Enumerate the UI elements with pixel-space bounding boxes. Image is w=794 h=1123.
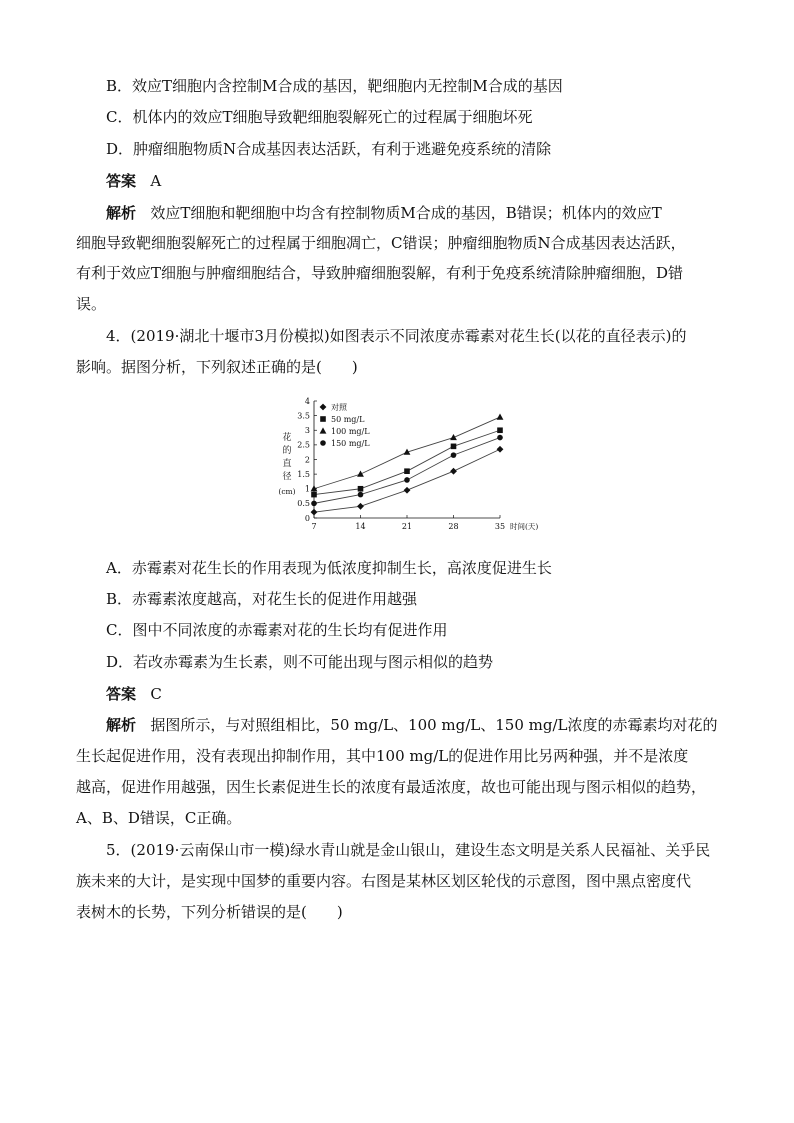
explain-label: 解析: [106, 204, 137, 222]
y-tick-label: 2.5: [297, 440, 310, 450]
q3-explanation-line-4: 误。: [76, 295, 107, 313]
q3-explanation-line-2: 细胞导致靶细胞裂解死亡的过程属于细胞凋亡，C错误；肿瘤细胞物质N合成基因表达活跃，: [76, 234, 686, 252]
y-tick-label: 2: [304, 455, 310, 465]
q5-stem-line-1: 5．(2019·云南保山市一模)绿水青山就是金山银山，建设生态文明是关系人民福祉、关乎民: [106, 841, 711, 859]
y-tick-label: 3: [304, 426, 310, 436]
legend-marker: [320, 427, 327, 433]
legend-marker: [320, 404, 327, 411]
data-point: [450, 434, 457, 440]
q3-option-b: B．效应T细胞内含控制M合成的基因，靶细胞内无控制M合成的基因: [106, 77, 563, 95]
q4-stem-line-2: 影响。据图分析，下列叙述正确的是( ): [76, 358, 358, 376]
answer-label: 答案: [106, 685, 137, 703]
q5-stem-line-3: 表树木的长势，下列分析错误的是( ): [76, 903, 343, 921]
q3-option-c: C．机体内的效应T细胞导致靶细胞裂解死亡的过程属于细胞坏死: [106, 108, 533, 126]
legend-label: 100 mg/L: [331, 427, 370, 436]
legend-label: 150 mg/L: [331, 439, 370, 448]
data-point: [451, 444, 457, 450]
y-axis-label-char: 径: [282, 472, 292, 482]
answer-value: A: [150, 172, 162, 190]
legend-marker: [320, 416, 326, 422]
x-tick-label: 35: [494, 522, 506, 531]
q4-explanation-line-2: 生长起促进作用，没有表现出抑制作用，其中100 mg/L的促进作用比另两种强，并不是浓度: [76, 747, 689, 765]
q4-option-d: D．若改赤霉素为生长素，则不可能出现与图示相似的趋势: [106, 653, 494, 671]
answer-label: 答案: [106, 172, 137, 190]
y-tick-label: 1.5: [297, 469, 310, 479]
data-point: [450, 468, 457, 475]
data-point: [357, 471, 364, 477]
data-point: [497, 427, 503, 433]
q3-explanation-line-3: 有利于效应T细胞与肿瘤细胞结合，导致肿瘤细胞裂解，有利于免疫系统清除肿瘤细胞，D错: [76, 264, 684, 282]
x-tick-label: 7: [311, 522, 317, 531]
answer-value: C: [150, 685, 162, 703]
explanation-text: 效应T细胞和靶细胞中均含有控制物质M合成的基因，B错误；机体内的效应T: [150, 204, 662, 222]
data-point: [311, 501, 317, 507]
y-axis-label-char: 直: [282, 459, 292, 469]
explain-label: 解析: [106, 716, 137, 734]
legend: [320, 402, 371, 448]
y-tick-label: 3.5: [297, 411, 310, 421]
explanation-text: 据图所示，与对照组相比，50 mg/L、100 mg/L、150 mg/L浓度的赤霉素均对花的: [150, 716, 718, 734]
q4-explanation-line-3: 越高，促进作用越强，因生长素促进生长的浓度有最适浓度，故也可能出现与图示相似的趋势，: [76, 778, 707, 796]
x-tick-label: 21: [401, 522, 413, 531]
data-point: [404, 477, 410, 483]
data-point: [358, 492, 364, 498]
x-tick-label: 14: [355, 522, 366, 531]
q4-option-b: B．赤霉素浓度越高，对花生长的促进作用越强: [106, 590, 418, 608]
y-tick-label: 0: [304, 513, 310, 523]
q4-option-a: A．赤霉素对花生长的作用表现为低浓度抑制生长，高浓度促进生长: [106, 559, 552, 577]
q4-stem-line-1: 4．(2019·湖北十堰市3月份模拟)如图表示不同浓度赤霉素对花生长(以花的直径表示)的: [106, 327, 687, 345]
x-axis-label: 时间(天): [510, 522, 539, 531]
legend-marker: [320, 440, 326, 446]
data-point: [311, 509, 318, 516]
data-point: [497, 413, 504, 419]
legend-label: 对照: [331, 403, 347, 412]
y-tick-label: 0.5: [297, 499, 310, 509]
y-tick-label: 1: [304, 484, 310, 494]
data-point: [404, 487, 411, 494]
q4-answer: [106, 684, 756, 704]
y-axis-unit: (cm): [278, 487, 296, 496]
q4-explanation-line-4: A、B、D错误，C正确。: [76, 809, 242, 827]
y-axis-label: [278, 431, 295, 496]
data-point: [497, 435, 503, 441]
q3-option-d: D．肿瘤细胞物质N合成基因表达活跃，有利于逃避免疫系统的清除: [106, 140, 552, 158]
data-point: [451, 452, 457, 458]
q4-explanation-line-1: [106, 715, 726, 735]
q4-option-c: C．图中不同浓度的赤霉素对花的生长均有促进作用: [106, 621, 448, 639]
legend-label: 50 mg/L: [331, 415, 365, 424]
q3-answer: [106, 171, 756, 191]
x-tick-label: 28: [448, 522, 459, 531]
q5-stem-line-2: 族未来的大计，是实现中国梦的重要内容。右图是某林区划区轮伐的示意图，图中黑点密度代: [76, 872, 692, 890]
data-point: [404, 468, 410, 474]
data-point: [357, 503, 364, 510]
data-point: [311, 492, 317, 498]
y-axis-label-char: 的: [282, 446, 292, 456]
data-point: [358, 486, 364, 492]
q3-explanation-line-1: [106, 203, 726, 223]
y-axis-label-char: 花: [282, 433, 292, 443]
data-point: [497, 446, 504, 453]
gibberellin-line-chart: [270, 395, 539, 540]
y-tick-label: 4: [304, 396, 310, 406]
